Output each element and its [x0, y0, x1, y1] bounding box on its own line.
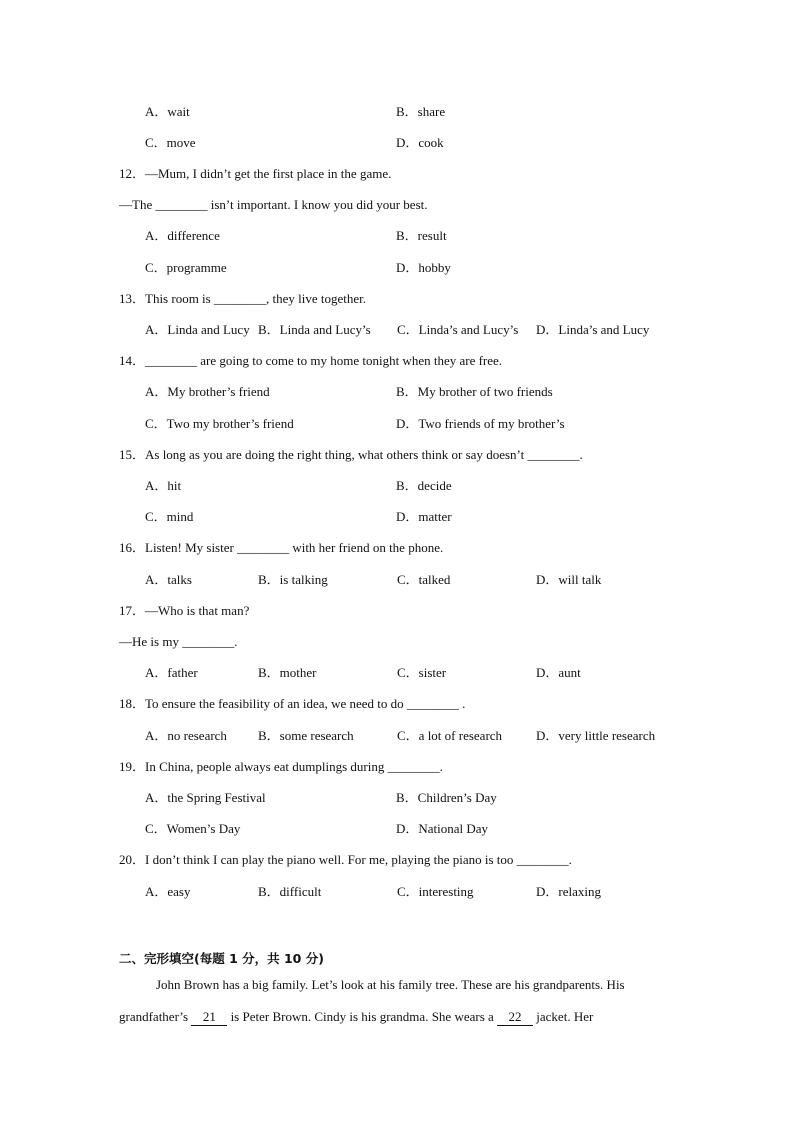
q12-stem: 12．—Mum, I didn’t get the first place in the game.: [119, 166, 392, 181]
q14-option-b: B．My brother of two friends: [396, 384, 553, 399]
q12-stem-response: —The ________ isn’t important. I know you did your best.: [119, 197, 428, 212]
q11-option-c: C．move: [145, 135, 196, 150]
q20-stem: 20．I don’t think I can play the piano well. For me, playing the piano is too ________.: [119, 852, 572, 867]
q18-stem: 18．To ensure the feasibility of an idea, we need to do ________ .: [119, 696, 466, 711]
q12-option-d: D．hobby: [396, 260, 451, 275]
q17-option-a: A．father: [145, 665, 198, 680]
q19-option-b: B．Children’s Day: [396, 790, 497, 805]
q20-option-c: C．interesting: [397, 884, 474, 899]
cloze-text-segment: is Peter Brown. Cindy is his grandma. She wears a: [227, 1009, 498, 1024]
cloze-blank-21[interactable]: 21: [191, 1009, 227, 1026]
q18-option-a: A．no research: [145, 728, 227, 743]
q11-option-b: B．share: [396, 104, 446, 119]
q12-option-b: B．result: [396, 228, 447, 243]
cloze-paragraph-line-1: John Brown has a big family. Let’s look at his family tree. These are his grandparents. His: [156, 977, 625, 992]
q14-option-c: C．Two my brother’s friend: [145, 416, 294, 431]
q16-option-d: D．will talk: [536, 572, 602, 587]
q17-option-d: D．aunt: [536, 665, 581, 680]
q15-option-c: C．mind: [145, 509, 194, 524]
q12-option-a: A．difference: [145, 228, 220, 243]
q18-option-c: C．a lot of research: [397, 728, 503, 743]
q13-option-c: C．Linda’s and Lucy’s: [397, 322, 519, 337]
q15-option-d: D．matter: [396, 509, 452, 524]
cloze-text-segment: jacket. Her: [533, 1009, 594, 1024]
q13-stem: 13．This room is ________, they live together.: [119, 291, 366, 306]
q11-option-d: D．cook: [396, 135, 444, 150]
q15-option-b: B．decide: [396, 478, 452, 493]
q13-option-d: D．Linda’s and Lucy: [536, 322, 650, 337]
q12-option-c: C．programme: [145, 260, 227, 275]
q20-option-b: B．difficult: [258, 884, 322, 899]
cloze-text-segment: grandfather’s: [119, 1009, 192, 1024]
q16-option-c: C．talked: [397, 572, 451, 587]
q19-option-c: C．Women’s Day: [145, 821, 241, 836]
q13-option-b: B．Linda and Lucy’s: [258, 322, 371, 337]
q16-option-a: A．talks: [145, 572, 192, 587]
q17-stem: 17．—Who is that man?: [119, 603, 250, 618]
q14-stem: 14．________ are going to come to my home tonight when they are free.: [119, 353, 503, 368]
section-title-cloze: 二、完形填空(每题 1 分，共 10 分): [119, 951, 324, 966]
cloze-blank-22[interactable]: 22: [497, 1009, 533, 1026]
q15-stem: 15．As long as you are doing the right thing, what others think or say doesn’t ________.: [119, 447, 583, 462]
q13-option-a: A．Linda and Lucy: [145, 322, 250, 337]
q17-option-b: B．mother: [258, 665, 317, 680]
q19-option-a: A．the Spring Festival: [145, 790, 266, 805]
q20-option-d: D．relaxing: [536, 884, 601, 899]
q14-option-a: A．My brother’s friend: [145, 384, 270, 399]
cloze-paragraph-line-2: [119, 1009, 593, 1026]
q19-option-d: D．National Day: [396, 821, 489, 836]
q15-option-a: A．hit: [145, 478, 182, 493]
q19-stem: 19．In China, people always eat dumplings during ________.: [119, 759, 443, 774]
q18-option-d: D．very little research: [536, 728, 656, 743]
q16-stem: 16．Listen! My sister ________ with her friend on the phone.: [119, 540, 444, 555]
q14-option-d: D．Two friends of my brother’s: [396, 416, 565, 431]
q17-stem-response: —He is my ________.: [119, 634, 238, 649]
q18-option-b: B．some research: [258, 728, 354, 743]
q17-option-c: C．sister: [397, 665, 447, 680]
q20-option-a: A．easy: [145, 884, 191, 899]
q16-option-b: B．is talking: [258, 572, 328, 587]
q11-option-a: A．wait: [145, 104, 190, 119]
